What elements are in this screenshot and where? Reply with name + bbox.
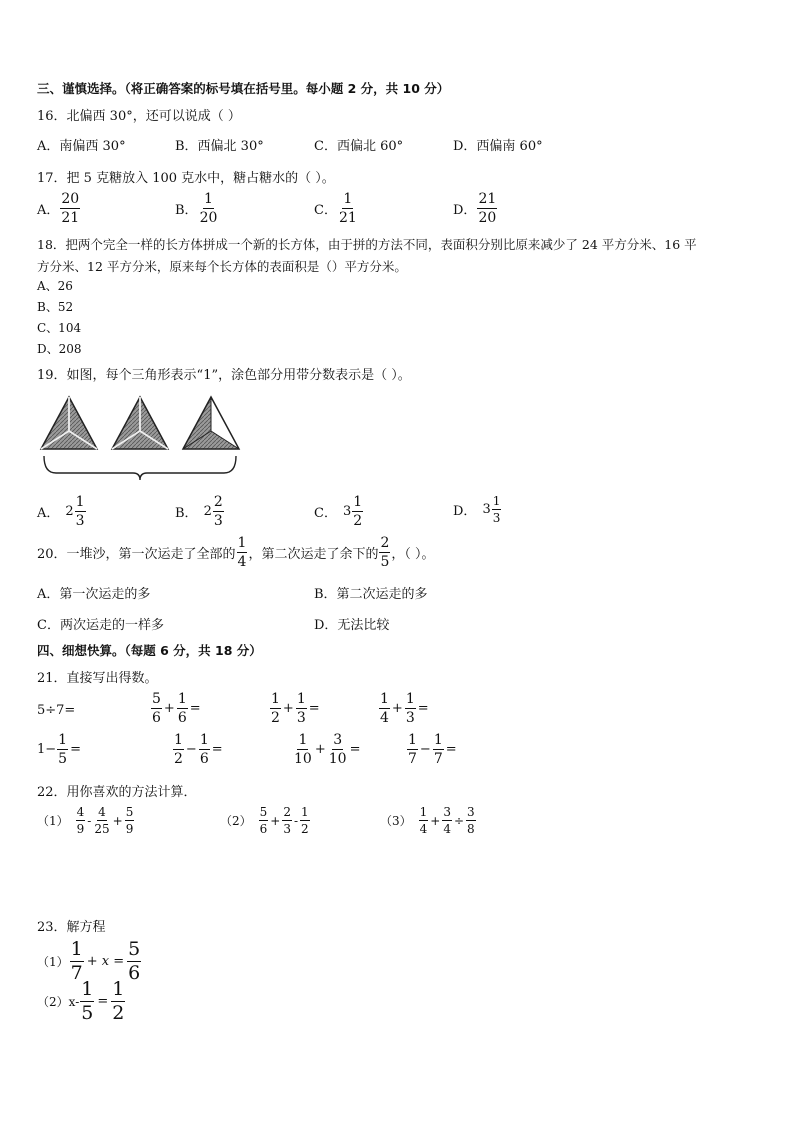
fraction: $\frac{2}{3}$ [283,805,291,836]
q18-stem-line1: 18．把两个完全一样的长方体拼成一个新的长方体，由于拼的方法不同，表面积分别比原来减少了 24 平方分米、16 平 [37,237,697,252]
fraction: $\frac{1}{5}$ [81,978,94,1024]
q18-option-c: C、104 [37,321,82,335]
q21-expr-2: 5 6 + $\frac{1}{6}$ = [152,691,201,726]
fraction: $\frac{1}{7}$ [433,732,443,767]
q19-option-a: A． 2 1 3 [37,494,85,529]
q19-option-c: C． 3 1 2 [314,494,363,529]
fraction: 1 4 [237,535,247,570]
fraction: 1 2 [271,691,280,726]
q20-option-d: D．无法比较 [314,618,390,633]
q17-stem: 17．把 5 克糖放入 100 克水中，糖占糖水的（ ）。 [37,171,335,186]
fraction: $\frac{1}{6}$ [177,691,187,726]
q22-part-3: （3） 1 4 + $\frac{3}{4}$ ÷ $\frac{3}{8}$ [380,805,475,836]
q22-part-1: （1） 4 9 - 4 25 + $\frac{5}{9}$ [37,805,134,836]
brace [44,456,236,480]
q19-option-b: B． 2 2 3 [175,494,223,529]
triangle-2 [112,397,168,449]
fraction: 1 20 [199,191,218,226]
fraction: 1 3 [492,494,501,525]
q16-option-a: A．南偏西 30° [37,139,126,154]
q17-option-d [453,192,498,225]
fraction: 1 2 [353,494,363,529]
option-label: D． [453,203,477,218]
q18-option-b: B、52 [37,300,74,314]
q16-option-c: C．西偏北 60° [314,139,404,154]
q21-expr-5: 1− $\frac{1}{5}$ = [37,732,81,767]
q20-option-c: C．两次运走的一样多 [37,618,164,633]
q20-option-b: B．第二次运走的多 [314,587,428,602]
q18-option-a: A、26 [37,279,73,293]
q17-option-a [37,192,81,225]
q19-triangles-figure [36,392,250,484]
fraction: 5 6 [152,691,161,726]
fraction: 1 7 [70,938,83,984]
fraction: 1 4 [380,691,389,726]
fraction: 20 21 [61,191,80,226]
q16-option-b: B．西偏北 30° [175,139,264,154]
q16-option-d: D．西偏南 60° [453,139,543,154]
q23-stem: 23．解方程 [37,920,106,935]
q22-part-2: （2） 5 6 + $\frac{2}{3}$ - 1 2 [220,805,309,836]
q21-expr-3: 1 2 + $\frac{1}{3}$ = [271,691,320,726]
fraction: $\frac{3}{4}$ [443,805,451,836]
section-4-heading: 四、细想快算。（每题 6 分，共 18 分） [37,643,262,658]
fraction: $\frac{1}{3}$ [405,691,415,726]
fraction: $\frac{3}{8}$ [467,805,475,836]
fraction: $\frac{1}{2}$ [112,978,125,1024]
q21-expr-1: 5÷7= [37,703,76,718]
fraction: $\frac{1}{3}$ [296,691,306,726]
fraction: 4 9 [76,805,85,836]
fraction: $\frac{1}{6}$ [199,732,209,767]
fraction: 1 4 [419,805,428,836]
section-3-heading: 三、谨慎选择。（将正确答案的标号填在括号里。每小题 2 分，共 10 分） [37,81,450,96]
fraction: $\frac{5}{9}$ [125,805,134,836]
q18-option-d: D、208 [37,342,82,356]
triangle-3 [183,397,239,449]
q18-stem-line2: 方分米、12 平方分米，原来每个长方体的表面积是（）平方分米。 [37,259,407,274]
fraction: 1 2 [301,805,309,836]
option-label: A． [37,203,60,218]
fraction: $\frac{5}{6}$ [128,938,141,984]
q21-expr-4: 1 4 + $\frac{1}{3}$ = [380,691,429,726]
option-label: B． [175,203,198,218]
q21-expr-7: 1 10 + $\frac{3}{10}$ = [294,732,361,767]
fraction: 1 7 [408,732,417,767]
fraction: $\frac{3}{10}$ [328,732,347,767]
fraction: 1 3 [75,494,85,529]
q23-part-1: （1） 1 7 + x = $\frac{5}{6}$ [37,938,141,984]
fraction: 5 6 [259,805,268,836]
q20-stem: 20．一堆沙，第一次运走了全部的 1 4 ，第二次运走了余下的 2 5 ，（ ）。 [37,535,435,570]
option-label: C． [314,203,337,218]
q20-option-a: A．第一次运走的多 [37,587,151,602]
q16-stem: 16．北偏西 30°，还可以说成（ ） [37,109,241,124]
fraction: 21 20 [478,191,497,226]
q21-stem: 21．直接写出得数。 [37,671,158,686]
fraction: $\frac{1}{5}$ [58,732,68,767]
q23-part-2: （2）x- $\frac{1}{5}$ = $\frac{1}{2}$ [37,978,125,1024]
fraction: 1 2 [174,732,183,767]
q21-expr-6: 1 2 − $\frac{1}{6}$ = [174,732,223,767]
q21-expr-8: 1 7 − $\frac{1}{7}$ = [408,732,457,767]
fraction: 1 10 [294,732,312,767]
q22-stem: 22．用你喜欢的方法计算． [37,785,197,800]
fraction: 2 5 [380,535,390,570]
q19-option-d: D． 3 1 3 [453,494,501,525]
q19-stem: 19．如图，每个三角形表示“1”，涂色部分用带分数表示是（ ）。 [37,368,411,383]
q17-option-b [175,192,219,225]
q17-option-c [314,192,359,225]
fraction: 2 3 [213,494,223,529]
fraction: 1 21 [338,191,357,226]
triangle-1 [41,397,97,449]
fraction: 4 25 [94,805,110,836]
